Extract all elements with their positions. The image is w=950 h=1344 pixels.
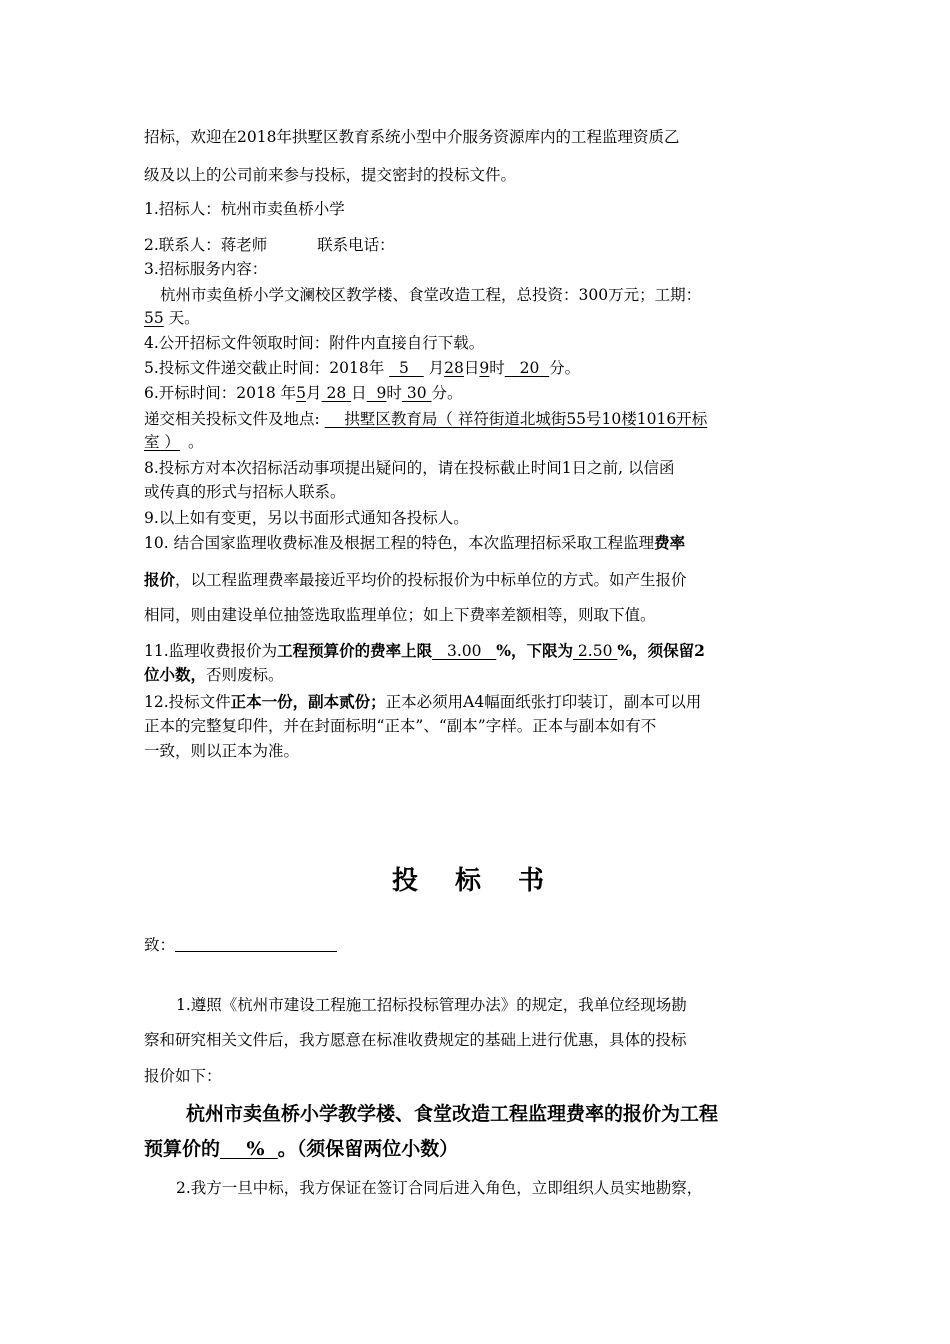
item-5-deadline: 5.投标文件递交截止时间：2018年 5 月28日9时 20 分。 — [144, 359, 581, 377]
item-3-duration: 55 天。 — [144, 309, 200, 327]
opening-month: 5 — [296, 384, 307, 402]
quote-rate-blank: % — [246, 1138, 265, 1160]
opening-hour: 9 — [376, 384, 387, 402]
paragraph-1-line-3: 报价如下： — [144, 1067, 222, 1085]
addressee-line: 致： — [144, 935, 337, 955]
bid-letter-title: 投 标 书 — [391, 866, 559, 896]
item-11-line-2: 位小数，否则废标。 — [144, 665, 284, 684]
item-3-content: 杭州市卖鱼桥小学文澜校区教学楼、食堂改造工程，总投资：300万元；工期： — [160, 286, 702, 304]
item-6-opening-time: 6.开标时间：2018 年5月 28 日 9时 30 分。 — [144, 384, 463, 402]
deadline-minute: 20 — [519, 359, 540, 377]
paragraph-1-line-1: 1.遵照《杭州市建设工程施工招标投标管理办法》的规定，我单位经现场勘 — [176, 996, 687, 1014]
item-10-line-3: 相同，则由建设单位抽签选取监理单位；如上下费率差额相等，则取下值。 — [144, 606, 656, 624]
item-7-location-line-2: 室 ） 。 — [144, 433, 204, 451]
quote-line-1: 杭州市卖鱼桥小学教学楼、食堂改造工程监理费率的报价为工程 — [186, 1103, 719, 1125]
fee-upper-limit: 3.00 — [446, 642, 482, 660]
contact-phone-label: 联系电话： — [317, 236, 395, 254]
intro-line-2: 级及以上的公司前来参与投标，提交密封的投标文件。 — [144, 166, 517, 184]
item-3-label: 3.招标服务内容： — [144, 260, 268, 278]
paragraph-1-line-2: 察和研究相关文件后，我方愿意在标准收费规定的基础上进行优惠，具体的投标 — [144, 1031, 687, 1049]
contact-person: 2.联系人：蒋老师 — [144, 236, 268, 254]
item-8-line-2: 或传真的形式与招标人联系。 — [144, 483, 346, 501]
item-1-bidder: 1.招标人：杭州市卖鱼桥小学 — [144, 200, 345, 218]
deadline-month: 5 — [399, 359, 409, 377]
item-9-changes: 9.以上如有变更，另以书面形式通知各投标人。 — [144, 509, 469, 527]
item-12-line-3: 一致，则以正本为准。 — [144, 742, 300, 760]
intro-line-1: 招标，欢迎在2018年拱墅区教育系统小型中介服务资源库内的工程监理资质乙 — [144, 128, 680, 146]
item-7-location-line-1: 递交相关投标文件及地点: 拱墅区教育局（ 祥符街道北城街55号10楼1016开标 — [144, 410, 708, 428]
submission-location: 拱墅区教育局（ 祥符街道北城街55号10楼1016开标 — [344, 410, 708, 428]
item-11-fee-range: 11.监理收费报价为工程预算价的费率上限 3.00 %，下限为 2.50 %，须保留2 — [144, 641, 705, 660]
item-4-download: 4.公开招标文件领取时间：附件内直接自行下载。 — [144, 334, 485, 352]
item-12-line-2: 正本的完整复印件，并在封面标明“正本”、“副本”字样。正本与副本如有不 — [144, 717, 657, 735]
opening-minute: 30 — [406, 384, 427, 402]
item-10-line-1: 10. 结合国家监理收费标准及根据工程的特色，本次监理招标采取工程监理费率 — [144, 533, 686, 552]
item-12-line-1: 12.投标文件正本一份，副本贰份；正本必须用A4幅面纸张打印装订，副本可以用 — [144, 692, 702, 711]
deadline-day: 28 — [444, 359, 464, 377]
quote-line-2: 预算价的 % 。（须保留两位小数） — [144, 1138, 459, 1160]
opening-day: 28 — [326, 384, 347, 402]
item-8-line-1: 8.投标方对本次招标活动事项提出疑问的，请在投标截止时间1日之前, 以信函 — [144, 459, 675, 477]
item-10-line-2: 报价，以工程监理费率最接近平均价的投标报价为中标单位的方式。如产生报价 — [144, 570, 687, 589]
item-2-contact-line — [144, 235, 395, 255]
deadline-hour: 9 — [479, 359, 490, 377]
addressee-blank — [175, 935, 337, 952]
duration-days: 55 — [144, 309, 164, 327]
paragraph-2-line-1: 2.我方一旦中标，我方保证在签订合同后进入角色，立即组织人员实地勘察， — [176, 1179, 703, 1197]
fee-lower-limit: 2.50 — [577, 642, 613, 660]
